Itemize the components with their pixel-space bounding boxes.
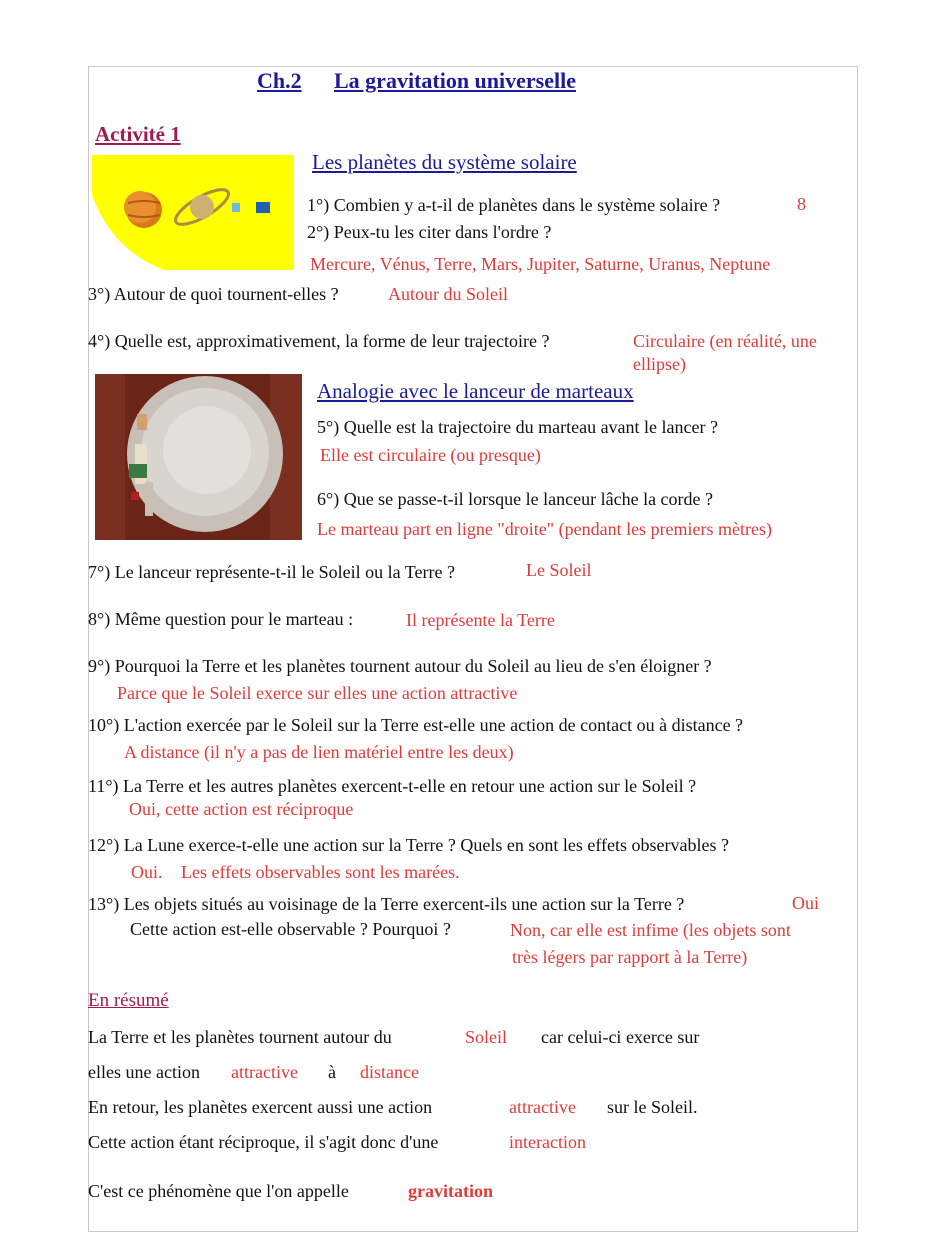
answer-4-line-1: Circulaire (en réalité, une: [633, 331, 817, 351]
summary-line-5-start: C'est ce phénomène que l'on appelle: [88, 1181, 349, 1201]
chapter-title: La gravitation universelle: [334, 68, 576, 93]
answer-12-yes: Oui.: [131, 862, 163, 882]
answer-6: Le marteau part en ligne "droite" (pendant les premiers mètres): [317, 519, 773, 539]
summary-line-2-a: à: [328, 1062, 336, 1082]
question-7: 7°) Le lanceur représente-t-il le Soleil ou la Terre ?: [88, 562, 455, 582]
summary-answer-soleil: Soleil: [465, 1027, 508, 1047]
summary-line-4-start: Cette action étant réciproque, il s'agit donc d'une: [88, 1132, 439, 1152]
summary-line-1-start: La Terre et les planètes tournent autour du: [88, 1027, 392, 1047]
question-8: 8°) Même question pour le marteau :: [88, 609, 354, 629]
question-9: 9°) Pourquoi la Terre et les planètes tournent autour du Soleil au lieu de s'en éloigner ?: [88, 656, 712, 676]
answer-2: Mercure, Vénus, Terre, Mars, Jupiter, Saturne, Uranus, Neptune: [310, 254, 771, 274]
answer-7: Le Soleil: [526, 560, 592, 580]
answer-10: A distance (il n'y a pas de lien matériel entre les deux): [124, 742, 514, 762]
question-2: 2°) Peux-tu les citer dans l'ordre ?: [307, 222, 552, 242]
answer-3: Autour du Soleil: [388, 284, 508, 304]
answer-11: Oui, cette action est réciproque: [129, 799, 354, 819]
question-10: 10°) L'action exercée par le Soleil sur la Terre est-elle une action de contact ou à distance ?: [88, 715, 744, 735]
section-title-solar-system: Les planètes du système solaire: [312, 150, 577, 174]
question-3: 3°) Autour de quoi tournent-elles ?: [88, 284, 339, 304]
question-4: 4°) Quelle est, approximativement, la forme de leur trajectoire ?: [88, 331, 550, 351]
hammer-thrower-photo: [95, 374, 302, 540]
summary-heading: En résumé: [88, 990, 169, 1011]
summary-answer-attractive-1: attractive: [231, 1062, 298, 1082]
question-11: 11°) La Terre et les autres planètes exercent-t-elle en retour une action sur le Soleil ?: [88, 776, 697, 796]
question-13a: 13°) Les objets situés au voisinage de la Terre exercent-ils une action sur la Terre ?: [88, 894, 685, 914]
answer-9: Parce que le Soleil exerce sur elles une action attractive: [117, 683, 518, 703]
question-5: 5°) Quelle est la trajectoire du marteau avant le lancer ?: [317, 417, 718, 437]
question-12: 12°) La Lune exerce-t-elle une action sur la Terre ? Quels en sont les effets observables ?: [88, 835, 730, 855]
answer-8: Il représente la Terre: [406, 610, 555, 630]
chapter-number: Ch.2: [257, 68, 302, 93]
answer-4-line-2: ellipse): [633, 354, 686, 374]
section-title-hammer-analogy: Analogie avec le lanceur de marteaux: [317, 379, 634, 403]
summary-answer-interaction: interaction: [509, 1132, 586, 1152]
answer-1: 8: [797, 194, 806, 214]
question-13b: Cette action est-elle observable ? Pourquoi ?: [130, 919, 451, 939]
question-1: 1°) Combien y a-t-il de planètes dans le système solaire ?: [307, 195, 721, 215]
summary-line-3-start: En retour, les planètes exercent aussi une action: [88, 1097, 433, 1117]
summary-answer-attractive-2: attractive: [509, 1097, 576, 1117]
solar-system-planets-icon: [92, 155, 294, 270]
summary-line-3-end: sur le Soleil.: [607, 1097, 698, 1117]
answer-13a: Oui: [792, 893, 819, 913]
summary-answer-distance: distance: [360, 1062, 419, 1082]
summary-line-2-start: elles une action: [88, 1062, 200, 1082]
answer-12-effects: Les effets observables sont les marées.: [181, 862, 460, 882]
answer-13b-line-1: Non, car elle est infime (les objets sont: [510, 920, 791, 940]
summary-answer-gravitation: gravitation: [408, 1181, 493, 1201]
answer-5: Elle est circulaire (ou presque): [320, 445, 541, 465]
question-6: 6°) Que se passe-t-il lorsque le lanceur lâche la corde ?: [317, 489, 714, 509]
answer-13b-line-2: très légers par rapport à la Terre): [512, 947, 748, 967]
activity-heading: Activité 1: [95, 122, 181, 146]
summary-line-1-end: car celui-ci exerce sur: [541, 1027, 700, 1047]
